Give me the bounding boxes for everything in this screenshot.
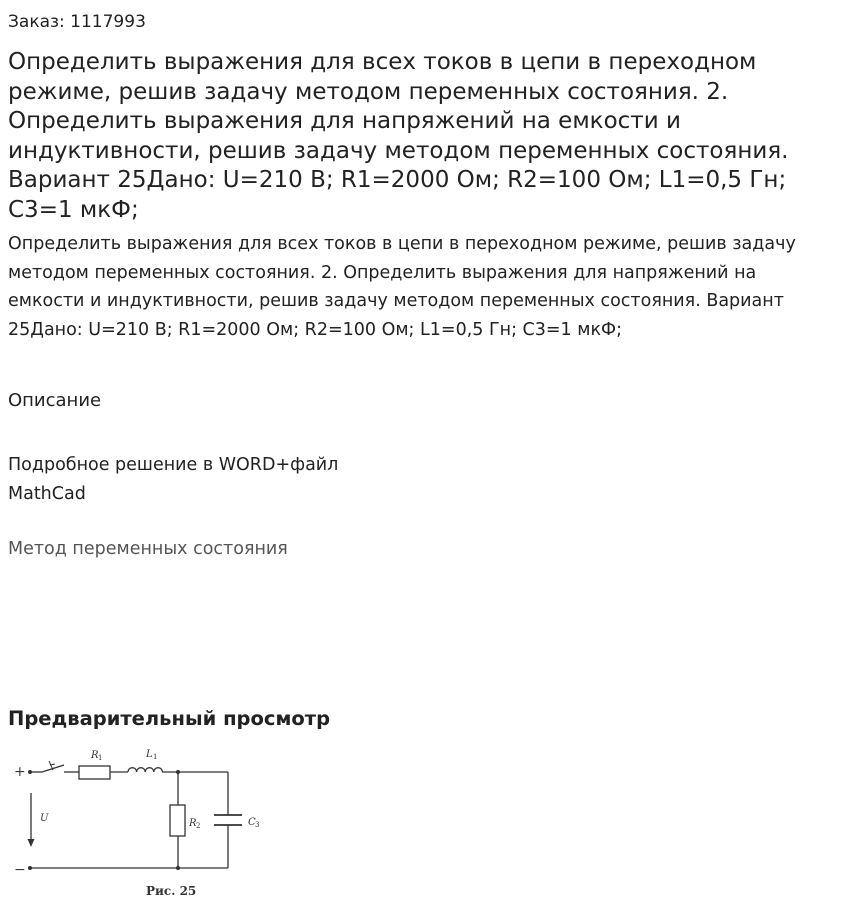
r1-label: R xyxy=(91,750,99,761)
order-number: Заказ: 1117993 xyxy=(8,12,146,32)
terminal-plus-label: + xyxy=(14,764,26,780)
task-description: Определить выражения для всех токов в цепи в переходном режиме, решив задачу методом переменных состояния. 2. Определить выражения для напряжений на емкости и индуктивности, решив задачу методом переменных состояния. Вариант 25Дано: U=210 В; R1=2000 Ом; R2=100 Ом; L1=0,5 Гн; С3=1 мкФ; xyxy=(8,234,796,340)
circuit-diagram xyxy=(8,743,278,908)
voltage-arrowhead-icon xyxy=(28,839,35,847)
figure-caption: Рис. 25 xyxy=(146,884,197,898)
c3-subscript: 3 xyxy=(255,821,260,829)
page-title: Определить выражения для всех токов в цепи в переходном режиме, решив задачу методом переменных состояния. 2. Определить выражения для напряжений на емкости и индуктивности, решив задачу методом переменных состояния. Вариант 25Дано: U=210 В; R1=2000 Ом; R2=100 Ом; L1=0,5 Гн; С3=1 мкФ; xyxy=(8,49,789,223)
c3-label: C xyxy=(248,817,256,828)
r2-label: R xyxy=(189,818,197,829)
resistor-r1-icon xyxy=(79,766,110,779)
r2-subscript: 2 xyxy=(196,822,201,830)
solution-line-mathcad: MathCad xyxy=(8,484,86,504)
resistor-r2-icon xyxy=(170,805,185,836)
u-label: U xyxy=(40,813,49,824)
terminal-minus-label: − xyxy=(14,862,26,878)
solution-info xyxy=(8,451,338,509)
l1-label: L xyxy=(146,749,153,760)
l1-subscript: 1 xyxy=(153,753,158,761)
solution-line-word: Подробное решение в WORD+файл xyxy=(8,455,339,475)
inductor-l1-icon xyxy=(128,768,162,772)
description-heading: Описание xyxy=(8,390,102,411)
preview-heading: Предварительный просмотр xyxy=(8,707,331,730)
preview-image xyxy=(8,743,278,908)
method-tag[interactable]: Метод переменных состояния xyxy=(8,539,288,559)
switch-icon xyxy=(42,765,64,772)
r1-subscript: 1 xyxy=(98,754,103,762)
